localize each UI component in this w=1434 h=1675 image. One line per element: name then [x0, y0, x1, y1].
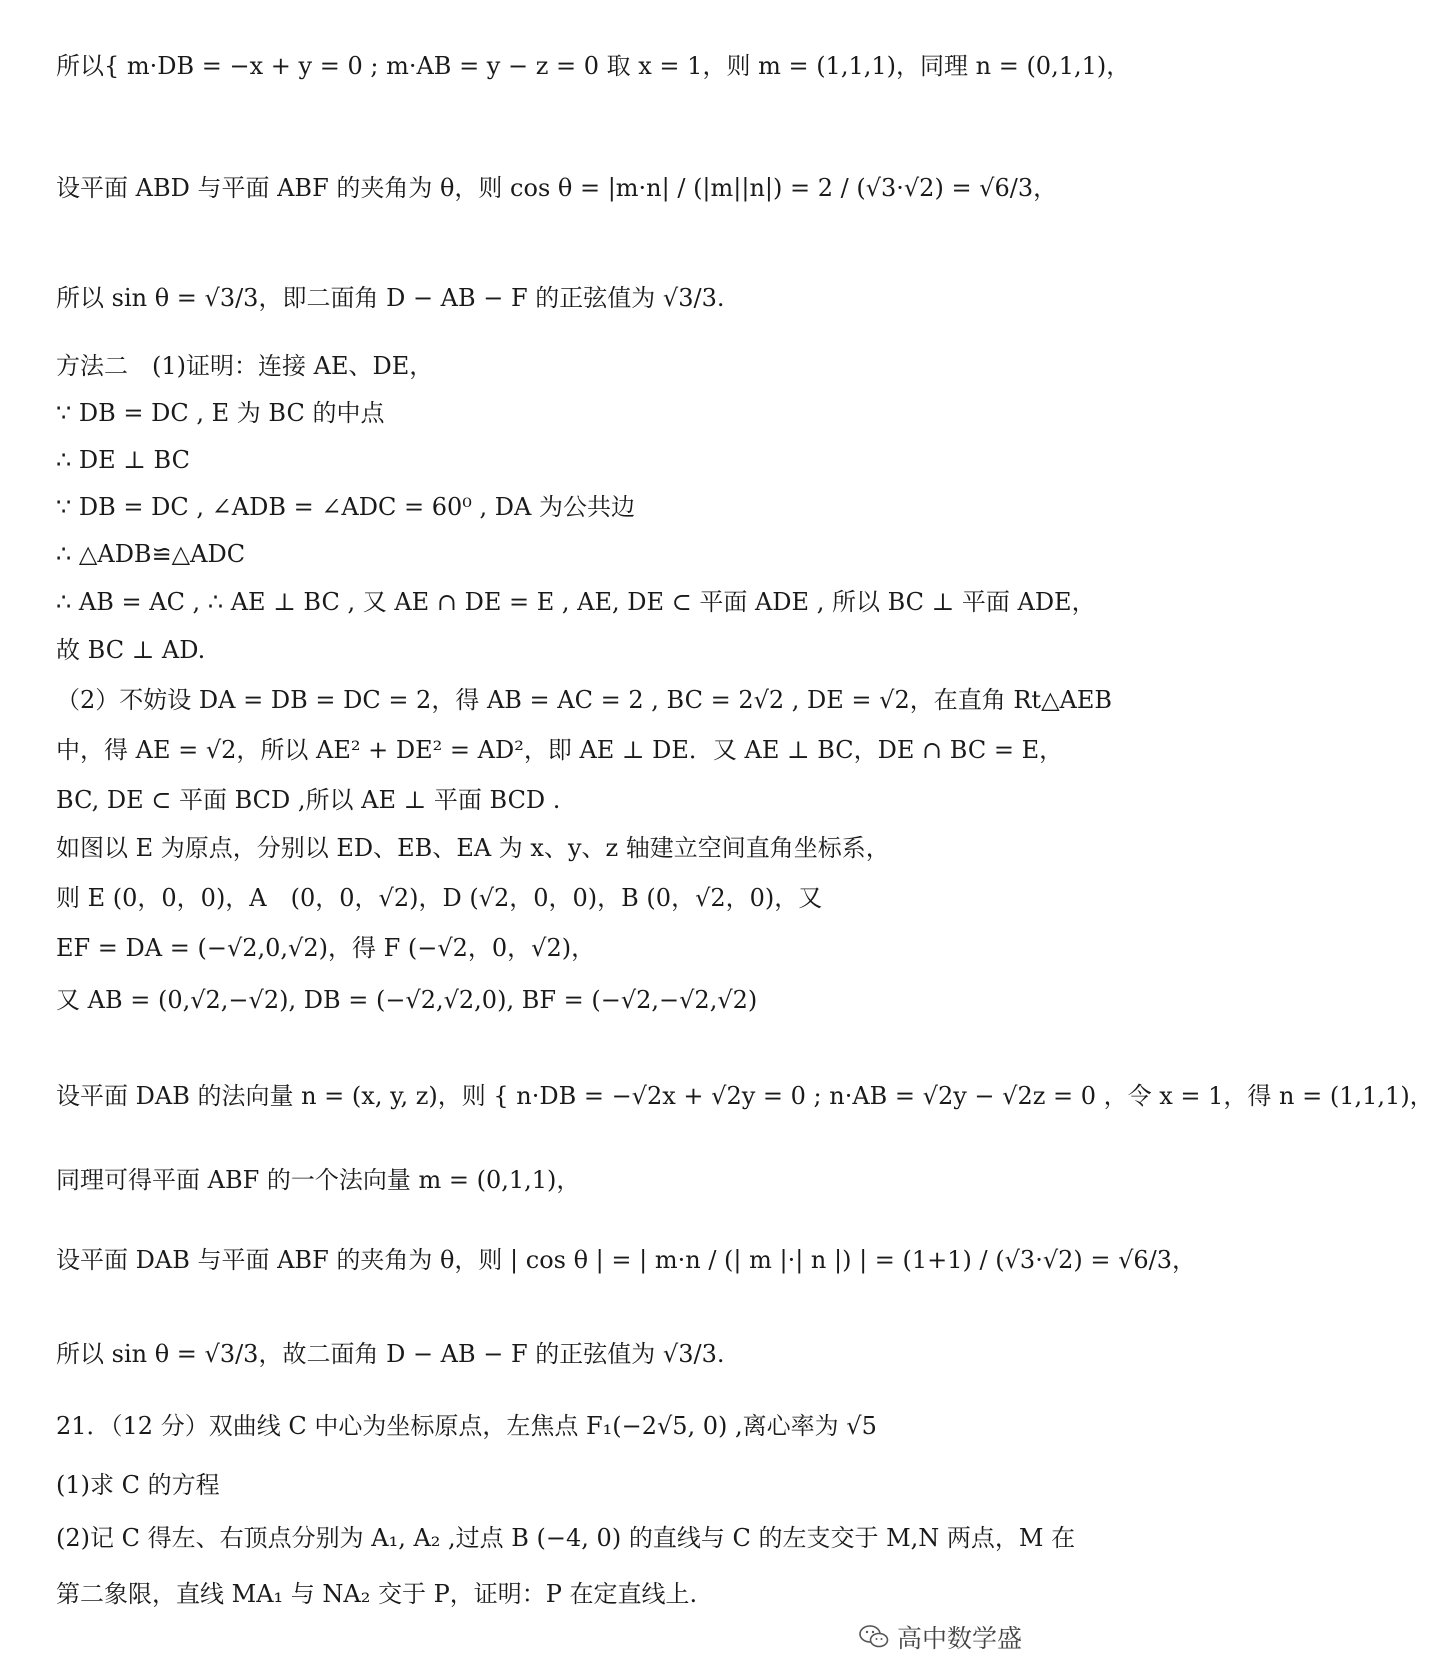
text-line: (1)求 C 的方程 — [56, 1471, 220, 1499]
text-line: 所以 sin θ = √3/3，即二面角 D − AB − F 的正弦值为 √3/3. — [56, 284, 725, 312]
text-line: (2)记 C 得左、右顶点分别为 A₁, A₂ ,过点 B (−4, 0) 的直线与 C 的左支交于 M,N 两点，M 在 — [56, 1524, 1076, 1552]
text-line: 第二象限，直线 MA₁ 与 NA₂ 交于 P，证明：P 在定直线上. — [56, 1580, 698, 1608]
text-line: 所以 sin θ = √3/3，故二面角 D − AB − F 的正弦值为 √3/3. — [56, 1340, 725, 1368]
text-line: ∵ DB = DC , E 为 BC 的中点 — [56, 399, 385, 427]
text-line: BC, DE ⊂ 平面 BCD ,所以 AE ⊥ 平面 BCD . — [56, 786, 561, 814]
text-line: ∴ △ADB≌△ADC — [56, 540, 246, 568]
text-line: 同理可得平面 ABF 的一个法向量 m = (0,1,1)， — [56, 1166, 581, 1194]
text-line: 21．（12 分）双曲线 C 中心为坐标原点，左焦点 F₁(−2√5, 0) ,离心率为 √5 — [56, 1412, 877, 1440]
text-line: 又 AB = (0,√2,−√2), DB = (−√2,√2,0), BF = (−√2,−√2,√2) — [56, 986, 758, 1014]
text-line: 设平面 ABD 与平面 ABF 的夹角为 θ，则 cos θ = |m·n| / (|m||n|) = 2 / (√3·√2) = √6/3， — [56, 174, 1058, 202]
text-line: ∴ AB = AC , ∴ AE ⊥ BC , 又 AE ∩ DE = E , AE, DE ⊂ 平面 ADE , 所以 BC ⊥ 平面 ADE， — [56, 588, 1096, 616]
text-line: 设平面 DAB 与平面 ABF 的夹角为 θ，则 | cos θ | = | m·n / (| m |·| n |) | = (1+1) / (√3·√2) = √6/3， — [56, 1246, 1197, 1274]
text-line: 设平面 DAB 的法向量 n = (x, y, z)，则 { n·DB = −√2x + √2y = 0 ; n·AB = √2y − √2z = 0 ，令 x = 1，得 n = (1,1,1)， — [56, 1082, 1434, 1110]
text-line: 方法二 (1)证明：连接 AE、DE， — [56, 352, 434, 380]
text-line: 则 E (0，0，0)，A (0，0，√2)，D (√2，0，0)，B (0，√2，0)，又 — [56, 884, 823, 912]
text-line: 如图以 E 为原点，分别以 ED、EB、EA 为 x、y、z 轴建立空间直角坐标系， — [56, 834, 890, 862]
text-line: 中，得 AE = √2，所以 AE² + DE² = AD²，即 AE ⊥ DE．又 AE ⊥ BC，DE ∩ BC = E， — [56, 736, 1064, 764]
text-line: （2）不妨设 DA = DB = DC = 2，得 AB = AC = 2 , BC = 2√2 , DE = √2，在直角 Rt△AEB — [56, 686, 1113, 714]
watermark-text: 高中数学盛 — [896, 1624, 1022, 1653]
text-line: ∵ DB = DC , ∠ADB = ∠ADC = 60⁰ , DA 为公共边 — [56, 493, 635, 521]
text-line: EF = DA = (−√2,0,√2)，得 F (−√2，0，√2)， — [56, 934, 596, 962]
text-line: 故 BC ⊥ AD. — [56, 636, 206, 664]
text-line: ∴ DE ⊥ BC — [56, 446, 190, 474]
wechat-icon — [859, 1624, 889, 1650]
text-line: 所以{ m·DB = −x + y = 0 ; m·AB = y − z = 0 取 x = 1，则 m = (1,1,1)，同理 n = (0,1,1)， — [56, 52, 1131, 80]
watermark — [859, 1619, 1022, 1655]
